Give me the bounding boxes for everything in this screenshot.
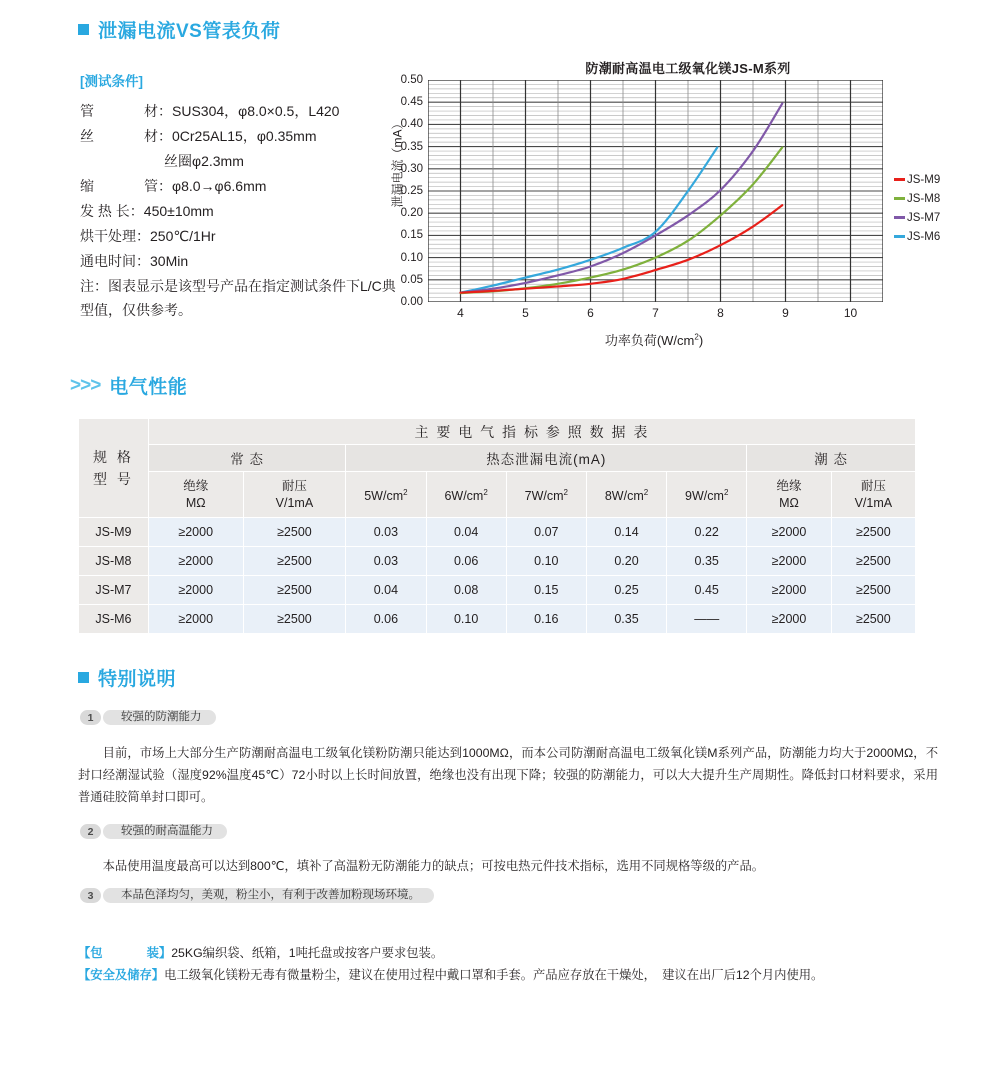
table-cell: ≥2500 [831,576,915,605]
condition-value: 丝圈φ2.3mm [164,153,244,169]
table-cell: 0.10 [426,605,506,634]
table-subheader-voltage-humid [831,472,915,518]
legend-item [894,189,940,208]
spec-label-line2: 型 号 [93,471,134,487]
test-conditions-title: [测试条件] [80,74,143,89]
table-cell: ≥2000 [747,547,831,576]
table-cell: 0.03 [346,547,426,576]
table-cell: 0.16 [506,605,586,634]
condition-label: 通电时间 [80,253,136,269]
legend-label: JS-M9 [907,173,941,186]
legend-color-swatch [894,197,905,200]
condition-value: 250℃/1Hr [150,228,216,244]
table-cell: 0.35 [586,605,666,634]
legend-item [894,227,940,246]
chart-svg [428,80,883,302]
table-subheader-9w [667,472,747,518]
chart-y-tick: 0.05 [400,273,423,286]
chart-y-tick: 0.10 [400,251,423,264]
condition-label: 管 [80,103,94,119]
subheader-line1: 8W/cm [604,489,644,504]
subheader-superscript: 2 [483,487,488,497]
table-subheader-7w [506,472,586,518]
table-cell: ≥2500 [831,547,915,576]
table-cell: ≥2000 [148,547,243,576]
condition-sublabel: 材 [144,128,158,144]
table-row-subheader [79,472,916,518]
footer-safety [78,964,946,986]
special-item-1 [80,710,216,725]
legend-item [894,208,940,227]
subheader-line2: V/1mA [275,495,314,510]
chart-plot-area [400,74,883,320]
chart-y-tick: 0.40 [400,118,423,131]
condition-value: 450±10mm [143,203,214,219]
subheader-superscript: 2 [643,487,649,497]
electrical-spec-table [78,418,916,634]
table-cell: 0.08 [426,576,506,605]
item-pill-label: 本品色泽均匀，美观，粉尘小，有利于改善加粉现场环境。 [103,888,434,903]
subheader-line1: 耐压 [281,478,307,493]
condition-row-coil [80,149,400,174]
chart-y-tick: 0.30 [400,162,423,175]
table-row [79,547,916,576]
condition-label: 丝 [80,128,94,144]
footer-packaging [78,942,948,964]
condition-row-drying: 烘干处理：250℃/1Hr [80,228,216,244]
table-cell: 0.06 [426,547,506,576]
condition-label: 缩 [80,178,94,194]
table-cell: ≥2000 [747,518,831,547]
table-group-normal: 常 态 [148,445,345,472]
table-subheader-insulation-humid [747,472,831,518]
footer-safety-key: 【安全及储存】 [78,968,165,982]
table-subheader-6w [426,472,506,518]
section-heading-special [78,664,176,691]
footer-packaging-text: 25KG编织袋、纸箱，1吨托盘或按客户要求包装。 [171,946,444,960]
table-cell: 0.25 [586,576,666,605]
table-cell: ≥2500 [831,605,915,634]
section-heading-electrical [70,372,187,399]
table-cell: 0.35 [667,547,747,576]
condition-row-heating-length: 发 热 长：450±10mm [80,203,214,219]
table-group-hot-leakage: 热态泄漏电流(mA) [346,445,747,472]
condition-row-wire-material: 丝 材：0Cr25AL15，φ0.35mm [80,128,317,144]
subheader-line1: 9W/cm [685,489,724,504]
table-cell: 0.22 [667,518,747,547]
legend-label: JS-M7 [907,211,941,224]
chart-y-axis-label: 泄漏电流（mA） [390,117,405,208]
chart-x-tick: 8 [717,306,724,320]
condition-label: 烘干处理 [80,228,136,244]
legend-color-swatch [894,216,905,219]
table-cell: ≥2500 [831,518,915,547]
condition-value: φ8.0→φ6.6mm [172,178,267,194]
chart-y-tick: 0.35 [400,140,423,153]
table-cell: 0.15 [506,576,586,605]
table-cell: ≥2500 [243,576,346,605]
subheader-line2: MΩ [185,495,206,510]
legend-color-swatch [894,235,905,238]
condition-value: 30Min [150,253,189,269]
chart-y-tick: 0.15 [400,229,423,242]
section-title-electrical: 电气性能 [109,377,188,398]
condition-sublabel: 材 [144,103,158,119]
table-cell: 0.20 [586,547,666,576]
chart-x-tick: 9 [782,306,789,320]
special-item-2-body: 本品使用温度最高可以达到800℃，填补了高温粉无防潮能力的缺点；可按电热元件技术指标，选用不同规格等级的产品。 [102,859,765,873]
spec-label-line1: 规 格 [93,449,134,465]
footer-packaging-key-b: 装】 [146,946,172,960]
condition-label: 发 热 长 [80,203,130,219]
table-cell: ≥2000 [148,518,243,547]
table-cell: 0.04 [426,518,506,547]
footer-packaging-key-a: 【包 [78,946,103,960]
table-header-spec-model [79,419,149,518]
legend-label: JS-M6 [907,230,941,243]
section-heading-leak-current [78,16,280,43]
subheader-line1: 7W/cm [524,489,564,504]
legend-item [894,170,940,189]
item-number-badge: 3 [80,888,101,903]
table-subheader-insulation-normal [148,472,243,518]
condition-row-power-time: 通电时间：30Min [80,253,189,269]
subheader-line1: 6W/cm [444,489,484,504]
item-number-badge: 2 [80,824,101,839]
table-cell-model: JS-M9 [79,518,149,547]
section-title-special: 特别说明 [98,669,177,690]
square-bullet-icon [78,672,89,683]
chart-y-tick: 0.50 [400,74,423,86]
chart-x-tick: 6 [587,306,594,320]
footer-safety-text: 电工级氧化镁粉无毒有微量粉尘，建议在使用过程中戴口罩和手套。产品应存放在干燥处， 建议在出厂后12个月内使用。 [164,968,824,982]
table-group-humid: 潮 态 [747,445,916,472]
subheader-superscript: 2 [723,487,729,497]
subheader-line1: 耐压 [860,478,886,493]
condition-value: SUS304，φ8.0×0.5，L420 [172,103,340,119]
special-item-1-body: 目前，市场上大部分生产防潮耐高温电工级氧化镁粉防潮只能达到1000MΩ，而本公司防潮耐高温电工级氧化镁M系列产品，防潮能力均大于2000MΩ，不封口经潮湿试验（湿度92%温度45℃）72小时以上长时间放置，绝缘也没有出现下降；较强的防潮能力，可以大大提升生产周期性。降低封口材料要求，采用普通硅胶简单封口即可。 [78,746,938,804]
chart-y-tick: 0.45 [400,96,423,109]
table-cell: 0.45 [667,576,747,605]
test-conditions-block [80,70,400,322]
table-subheader-voltage-normal [243,472,346,518]
subheader-line1: 绝缘 [183,478,209,493]
test-conditions-note: 注：图表显示是该型号产品在指定测试条件下L/C典型值，仅供参考。 [80,278,396,318]
table-cell: ≥2000 [148,605,243,634]
chart-y-tick: 0.00 [400,296,423,308]
legend-label: JS-M8 [907,192,941,205]
subheader-line1: 绝缘 [776,478,802,493]
chart-x-tick: 7 [652,306,659,320]
table-cell-model: JS-M6 [79,605,149,634]
special-item-2 [80,824,227,839]
table-cell-model: JS-M7 [79,576,149,605]
item-pill-label: 较强的防潮能力 [103,710,216,725]
table-cell: 0.06 [346,605,426,634]
condition-row-tube-material: 管 材：SUS304，φ8.0×0.5，L420 [80,103,340,119]
chart-title: 防潮耐高温电工级氧化镁JS-M系列 [585,61,791,76]
chart-x-axis-label: 功率负荷$(W/cm^2)$ [604,332,704,348]
subheader-line1: 5W/cm [364,489,404,504]
condition-sublabel: 管 [144,178,158,194]
item-pill-label: 较强的耐高温能力 [103,824,227,839]
special-item-3 [80,888,434,903]
table-row-main-header [79,419,916,445]
chart-x-tick: 4 [457,306,464,320]
section-title-leak-current: 泄漏电流VS管表负荷 [98,21,281,42]
table-cell: —— [667,605,747,634]
table-main-header: 主 要 电 气 指 标 参 照 数 据 表 [148,419,915,445]
leakage-current-chart [378,58,948,358]
table-cell: 0.03 [346,518,426,547]
chart-y-tick: 0.25 [400,185,423,197]
chart-x-tick: 10 [843,306,858,320]
table-subheader-8w [586,472,666,518]
chart-x-tick: 5 [522,306,529,320]
table-row-group-header [79,445,916,472]
table-row [79,605,916,634]
table-cell: 0.04 [346,576,426,605]
chevron-right-triple-icon: >>> [70,375,101,396]
legend-color-swatch [894,178,905,181]
chart-legend [894,170,940,246]
condition-value: 0Cr25AL15，φ0.35mm [172,128,317,144]
table-cell: 0.14 [586,518,666,547]
item-number-badge: 1 [80,710,101,725]
condition-row-reduce-tube: 缩 管：φ8.0→φ6.6mm [80,178,267,194]
subheader-superscript: 2 [563,487,568,497]
table-cell: 0.07 [506,518,586,547]
table-cell: ≥2000 [747,605,831,634]
table-cell: ≥2000 [148,576,243,605]
table-cell-model: JS-M8 [79,547,149,576]
subheader-superscript: 2 [403,487,408,497]
square-bullet-icon [78,24,89,35]
chart-y-tick: 0.20 [400,207,423,220]
table-subheader-5w [346,472,426,518]
subheader-line2: MΩ [779,495,799,510]
table-cell: ≥2500 [243,605,346,634]
table-row [79,518,916,547]
table-row [79,576,916,605]
table-cell: ≥2000 [747,576,831,605]
table-cell: ≥2500 [243,518,346,547]
table-cell: ≥2500 [243,547,346,576]
table-cell: 0.10 [506,547,586,576]
subheader-line2: V/1mA [854,495,893,510]
